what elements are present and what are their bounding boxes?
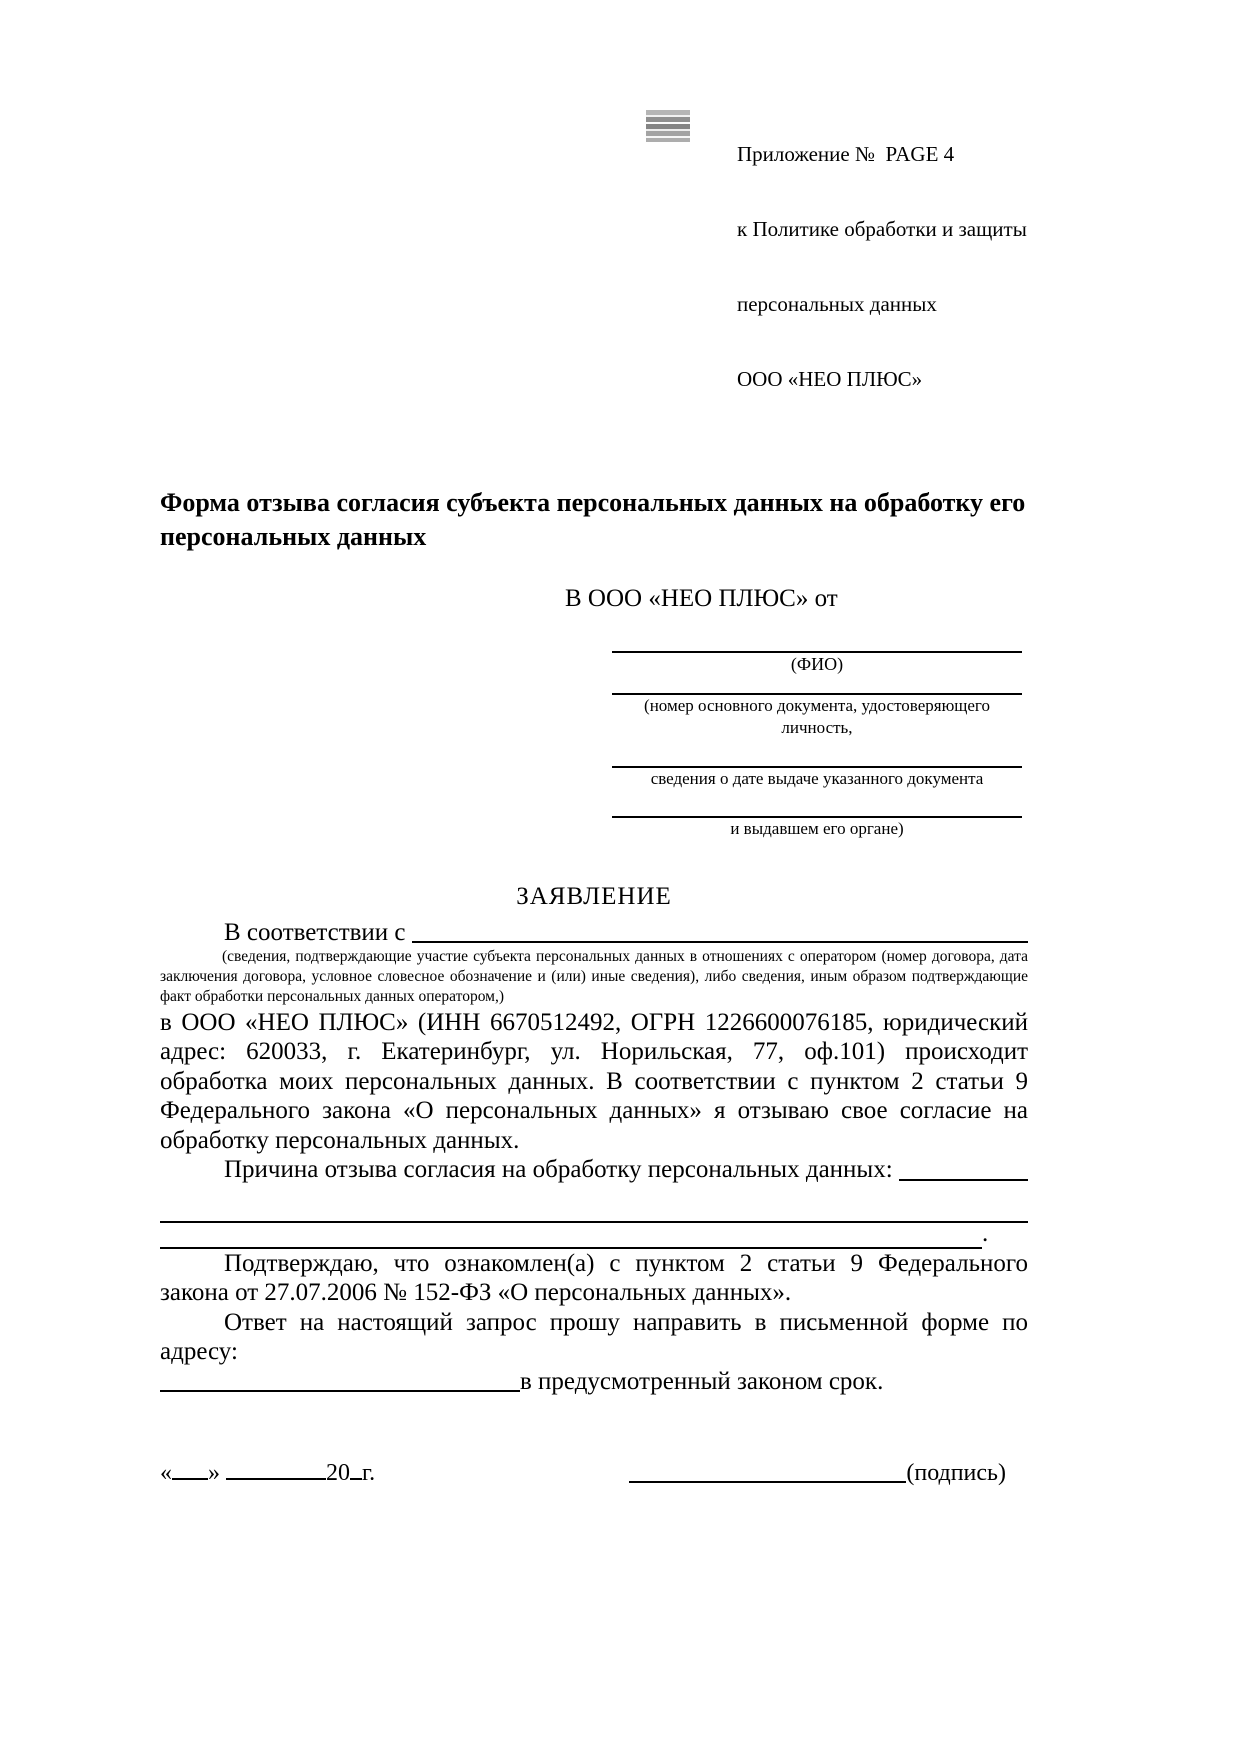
annex-line: персональных данных <box>737 292 937 316</box>
month-blank <box>226 1458 326 1480</box>
reason-line-period: . <box>982 1220 989 1248</box>
year-suffix: г. <box>362 1460 376 1487</box>
document-number-blank-line <box>612 675 1022 695</box>
fine-print-note: (сведения, подтверждающие участие субъекта персональных данных в отношениях с оператором (номер договора, дата заключения договора, условное словесное обозначение и (или) иные сведения), либо сведения, иным образом подтверждающие факт обработки персональных данных оператором,) <box>160 948 1028 1006</box>
signature-caption: (подпись) <box>906 1460 1006 1487</box>
reply-address-blank-line <box>160 1367 520 1393</box>
document-header <box>160 92 1028 442</box>
reply-address-line <box>160 1367 1028 1397</box>
reason-blank-line-2 <box>160 1185 1028 1223</box>
issuing-authority-blank-line <box>612 790 1022 818</box>
date-signature-row <box>160 1458 1028 1487</box>
fio-blank-line <box>612 613 1022 653</box>
issuing-authority-caption: и выдавшем его органе) <box>730 819 904 839</box>
confirmation-paragraph: Подтверждаю, что ознакомлен(а) с пунктом 2 статьи 9 Федерального закона от 27.07.2006 № 152-ФЗ «О персональных данных». <box>160 1249 1028 1307</box>
date-group <box>160 1458 375 1487</box>
reason-blank-line <box>899 1155 1028 1181</box>
year-blank <box>350 1458 362 1480</box>
statement-intro-prefix: В соответствии с <box>224 918 406 946</box>
reason-blank-line-3-rule <box>160 1225 982 1249</box>
document-title: Форма отзыва согласия субъекта персональных данных на обработку его персональных данных <box>160 488 1026 551</box>
signature-blank-line <box>629 1459 906 1483</box>
issue-date-caption: сведения о дате выдаче указанного документа <box>650 769 984 789</box>
statement-heading: ЗАЯВЛЕНИЕ <box>516 883 672 911</box>
annex-line: ООО «НЕО ПЛЮС» <box>737 367 923 391</box>
annex-line: Приложение № PAGE 4 <box>737 142 955 166</box>
year-prefix: 20 <box>326 1460 350 1487</box>
day-blank <box>172 1458 208 1480</box>
date-quote-open: « <box>160 1460 172 1487</box>
embedded-thumbnail-image <box>646 110 690 142</box>
annex-line: к Политике обработки и защиты <box>737 217 1027 241</box>
document-number-caption: (номер основного документа, удостоверяющего личность, <box>644 696 990 738</box>
statement-intro-blank-line <box>412 918 1028 944</box>
statement-body: в ООО «НЕО ПЛЮС» (ИНН 6670512492, ОГРН 1226600076185, юридический адрес: 620033, г. Екатеринбург, ул. Норильская, 77, оф.101) происходит обработка моих персональных данных. В соответствии с пунктом 2 статьи 9 Федерального закона «О персональных данных» я отзываю свое согласие на обработку персональных данных. <box>160 1008 1028 1154</box>
issue-date-blank-line <box>612 739 1022 768</box>
annex-block <box>737 92 1028 442</box>
date-quote-close: » <box>208 1460 220 1487</box>
fio-caption: (ФИО) <box>790 654 844 675</box>
reply-tail-text: в предусмотренный законом срок. <box>520 1367 884 1395</box>
reply-request-paragraph: Ответ на настоящий запрос прошу направить в письменной форме по адресу: <box>160 1308 1028 1366</box>
reason-blank-line-3 <box>160 1220 1028 1249</box>
reason-line <box>160 1155 1028 1185</box>
addressee-fields <box>612 613 1022 840</box>
signature-group <box>629 1459 1006 1487</box>
addressee-intro: В ООО «НЕО ПЛЮС» от <box>565 584 838 612</box>
reason-label: Причина отзыва согласия на обработку персональных данных: <box>224 1156 893 1184</box>
statement-intro-line <box>160 918 1028 948</box>
